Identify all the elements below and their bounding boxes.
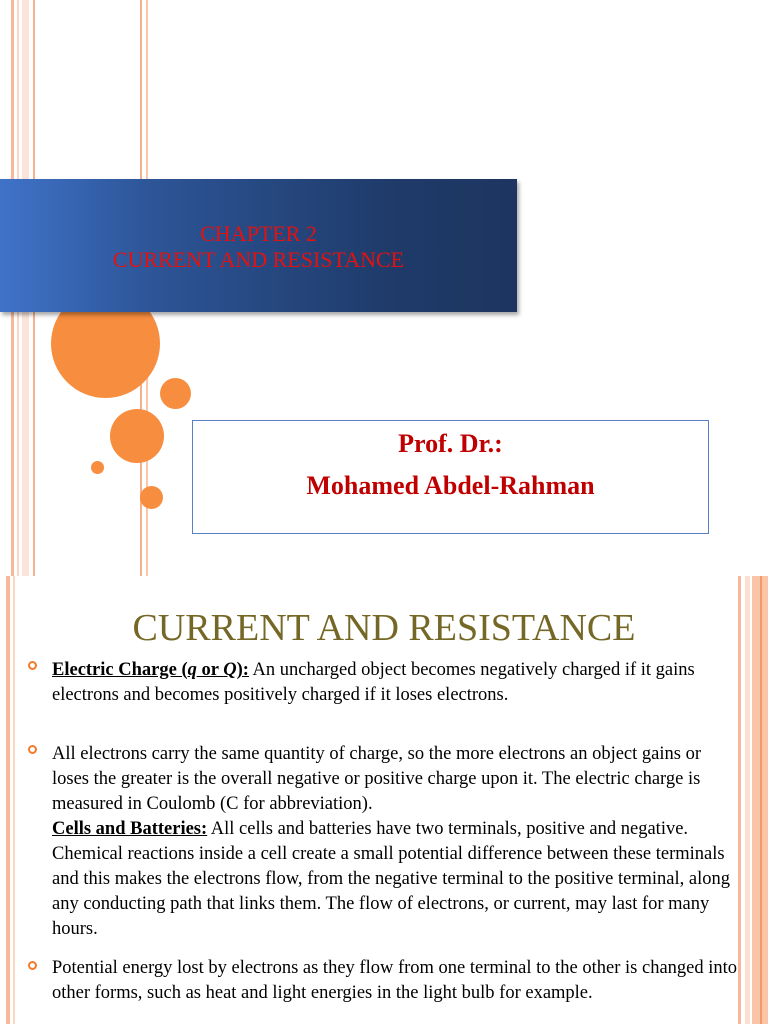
term-label: Cells and Batteries: <box>52 819 208 839</box>
slide-title: CURRENT AND RESISTANCE <box>132 607 636 649</box>
bullet-item <box>52 658 742 708</box>
decor-circle <box>110 409 164 463</box>
bullet-item <box>52 742 742 942</box>
bullet-text: Potential energy lost by electrons as they flow from one terminal to the other is changed into other forms, such as heat and light energies in the light bulb for example. <box>52 958 738 1003</box>
author-name: Mohamed Abdel-Rahman <box>306 471 595 500</box>
author-box <box>192 420 709 534</box>
bullet-text: An uncharged object becomes negatively charged if it gains electrons and becomes positively charged if it loses electrons. <box>52 660 695 705</box>
term-end: ): <box>236 660 249 680</box>
bullet-text: All cells and batteries have two terminals, positive and negative. Chemical reactions inside a cell create a small potential difference between these terminals and this makes the electrons flow, from the negative terminal to the positive terminal, along any conducting path that links them. The flow of electrons, or current, may last for many hours. <box>52 819 730 939</box>
author-title: Prof. Dr.: <box>398 429 503 458</box>
term-symbol: Q <box>223 660 237 680</box>
bullet-item <box>52 956 742 1006</box>
term-or: or <box>196 660 224 680</box>
chapter-name: CURRENT AND RESISTANCE <box>112 247 405 272</box>
bullet-icon <box>28 661 37 670</box>
chapter-title <box>0 221 517 273</box>
term-label: Electric Charge ( <box>52 660 188 680</box>
bullet-icon <box>28 961 37 970</box>
decor-circle <box>160 378 191 409</box>
term-symbol: q <box>187 660 197 680</box>
decor-circle <box>91 461 104 474</box>
decor-circle <box>140 486 163 509</box>
bullet-text: All electrons carry the same quantity of charge, so the more electrons an object gains or loses the greater is the overall negative or positive charge upon it. The electric charge is measured in Coulomb (C for abbreviation). <box>52 744 701 814</box>
content-slide <box>0 576 768 1024</box>
chapter-number: CHAPTER 2 <box>200 221 317 246</box>
bullet-icon <box>28 745 37 754</box>
